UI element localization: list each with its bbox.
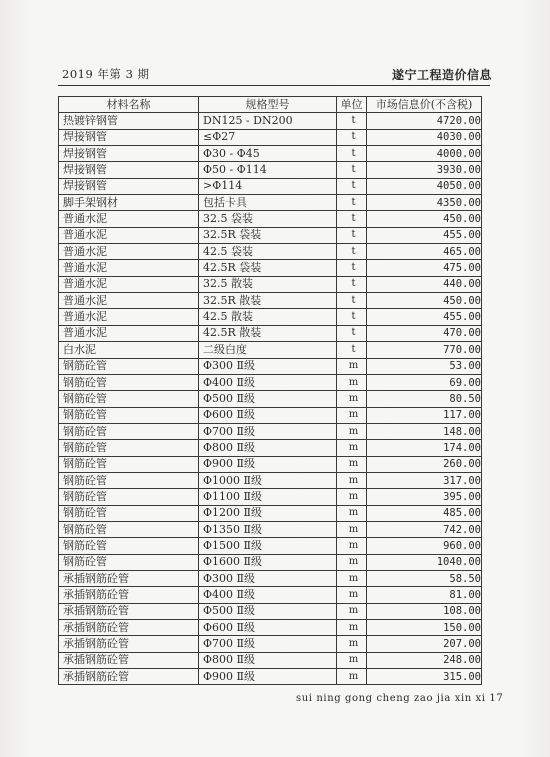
spec-cell: Φ300 Ⅱ级 (199, 570, 337, 586)
spec-cell: Φ1600 Ⅱ级 (199, 554, 337, 570)
price-cell: 455.00 (367, 227, 482, 243)
material-name-cell: 承插钢筋砼管 (59, 669, 199, 685)
price-cell: 960.00 (367, 538, 482, 554)
spec-cell: Φ30 - Φ45 (199, 146, 337, 162)
material-name-cell: 焊接钢管 (59, 178, 199, 194)
table-row (59, 521, 482, 537)
unit-cell: m (337, 374, 367, 390)
column-header-price: 市场信息价(不含税) (367, 97, 482, 113)
price-cell: 207.00 (367, 636, 482, 652)
unit-cell: m (337, 391, 367, 407)
unit-cell: m (337, 669, 367, 685)
table-row (59, 570, 482, 586)
table-row (59, 113, 482, 129)
price-cell: 742.00 (367, 521, 482, 537)
spec-cell: Φ700 Ⅱ级 (199, 423, 337, 439)
table-row (59, 391, 482, 407)
spec-cell: 32.5R 散装 (199, 293, 337, 309)
table-row (59, 489, 482, 505)
spec-cell: 42.5R 散装 (199, 325, 337, 341)
spec-cell: Φ800 Ⅱ级 (199, 440, 337, 456)
unit-cell: t (337, 146, 367, 162)
table-row (59, 342, 482, 358)
material-name-cell: 普通水泥 (59, 309, 199, 325)
unit-cell: m (337, 554, 367, 570)
material-name-cell: 钢筋砼管 (59, 521, 199, 537)
price-cell: 440.00 (367, 276, 482, 292)
unit-cell: t (337, 309, 367, 325)
material-name-cell: 钢筋砼管 (59, 374, 199, 390)
material-name-cell: 普通水泥 (59, 211, 199, 227)
price-cell: 465.00 (367, 244, 482, 260)
spec-cell: ≤Φ27 (199, 129, 337, 145)
column-header-spec: 规格型号 (199, 97, 337, 113)
unit-cell: t (337, 342, 367, 358)
spec-cell: Φ500 Ⅱ级 (199, 603, 337, 619)
unit-cell: m (337, 620, 367, 636)
price-cell: 150.00 (367, 620, 482, 636)
price-cell: 4050.00 (367, 178, 482, 194)
price-cell: 3930.00 (367, 162, 482, 178)
material-name-cell: 焊接钢管 (59, 146, 199, 162)
material-name-cell: 白水泥 (59, 342, 199, 358)
price-cell: 69.00 (367, 374, 482, 390)
unit-cell: m (337, 505, 367, 521)
material-name-cell: 钢筋砼管 (59, 456, 199, 472)
price-cell: 4000.00 (367, 146, 482, 162)
unit-cell: m (337, 570, 367, 586)
price-cell: 315.00 (367, 669, 482, 685)
spec-cell: Φ1350 Ⅱ级 (199, 521, 337, 537)
spec-cell: Φ900 Ⅱ级 (199, 456, 337, 472)
table-row (59, 669, 482, 685)
table-row (59, 211, 482, 227)
price-cell: 455.00 (367, 309, 482, 325)
price-cell: 475.00 (367, 260, 482, 276)
unit-cell: t (337, 162, 367, 178)
unit-cell: m (337, 423, 367, 439)
price-cell: 317.00 (367, 472, 482, 488)
table-row (59, 309, 482, 325)
unit-cell: t (337, 260, 367, 276)
price-table (58, 96, 482, 685)
unit-cell: m (337, 652, 367, 668)
table-row (59, 244, 482, 260)
table-row (59, 260, 482, 276)
table-row (59, 178, 482, 194)
spec-cell: 二级白度 (199, 342, 337, 358)
material-name-cell: 普通水泥 (59, 325, 199, 341)
spec-cell: DN125 - DN200 (199, 113, 337, 129)
material-name-cell: 承插钢筋砼管 (59, 603, 199, 619)
price-cell: 58.50 (367, 570, 482, 586)
unit-cell: m (337, 603, 367, 619)
spec-cell: 32.5 散装 (199, 276, 337, 292)
table-row (59, 325, 482, 341)
price-cell: 450.00 (367, 293, 482, 309)
spec-cell: Φ800 Ⅱ级 (199, 652, 337, 668)
unit-cell: m (337, 636, 367, 652)
unit-cell: t (337, 113, 367, 129)
spec-cell: Φ600 Ⅱ级 (199, 620, 337, 636)
unit-cell: m (337, 440, 367, 456)
material-name-cell: 承插钢筋砼管 (59, 620, 199, 636)
table-row (59, 407, 482, 423)
unit-cell: t (337, 244, 367, 260)
unit-cell: m (337, 587, 367, 603)
unit-cell: t (337, 227, 367, 243)
table-row (59, 636, 482, 652)
table-row (59, 587, 482, 603)
table-header-row (59, 97, 482, 113)
price-cell: 4350.00 (367, 195, 482, 211)
price-cell: 450.00 (367, 211, 482, 227)
price-cell: 248.00 (367, 652, 482, 668)
spec-cell: Φ1500 Ⅱ级 (199, 538, 337, 554)
unit-cell: t (337, 195, 367, 211)
material-name-cell: 钢筋砼管 (59, 391, 199, 407)
table-row (59, 162, 482, 178)
table-row (59, 374, 482, 390)
spec-cell: Φ1100 Ⅱ级 (199, 489, 337, 505)
material-name-cell: 钢筋砼管 (59, 358, 199, 374)
unit-cell: m (337, 456, 367, 472)
price-cell: 148.00 (367, 423, 482, 439)
unit-cell: m (337, 538, 367, 554)
table-row (59, 276, 482, 292)
price-cell: 260.00 (367, 456, 482, 472)
unit-cell: m (337, 472, 367, 488)
column-header-unit: 单位 (337, 97, 367, 113)
spec-cell: Φ500 Ⅱ级 (199, 391, 337, 407)
price-cell: 4030.00 (367, 129, 482, 145)
material-name-cell: 普通水泥 (59, 293, 199, 309)
spec-cell: 包括卡具 (199, 195, 337, 211)
table-row (59, 358, 482, 374)
header-rule (58, 85, 490, 86)
material-name-cell: 脚手架钢材 (59, 195, 199, 211)
material-name-cell: 承插钢筋砼管 (59, 587, 199, 603)
table-row (59, 652, 482, 668)
spec-cell: Φ1000 Ⅱ级 (199, 472, 337, 488)
price-cell: 81.00 (367, 587, 482, 603)
spec-cell: Φ1200 Ⅱ级 (199, 505, 337, 521)
table-row (59, 620, 482, 636)
price-cell: 108.00 (367, 603, 482, 619)
material-name-cell: 热镀锌钢管 (59, 113, 199, 129)
spec-cell: 32.5R 袋装 (199, 227, 337, 243)
spec-cell: 42.5 散装 (199, 309, 337, 325)
table-row (59, 146, 482, 162)
material-name-cell: 焊接钢管 (59, 162, 199, 178)
material-name-cell: 承插钢筋砼管 (59, 636, 199, 652)
page-footer: sui ning gong cheng zao jia xin xi 17 (296, 693, 504, 704)
material-name-cell: 普通水泥 (59, 227, 199, 243)
price-cell: 395.00 (367, 489, 482, 505)
table-row (59, 227, 482, 243)
table-row (59, 129, 482, 145)
table-row (59, 554, 482, 570)
price-cell: 1040.00 (367, 554, 482, 570)
spec-cell: Φ50 - Φ114 (199, 162, 337, 178)
price-cell: 4720.00 (367, 113, 482, 129)
spec-cell: Φ400 Ⅱ级 (199, 374, 337, 390)
table-row (59, 456, 482, 472)
material-name-cell: 钢筋砼管 (59, 554, 199, 570)
unit-cell: t (337, 325, 367, 341)
unit-cell: t (337, 211, 367, 227)
price-cell: 174.00 (367, 440, 482, 456)
price-cell: 53.00 (367, 358, 482, 374)
material-name-cell: 焊接钢管 (59, 129, 199, 145)
price-cell: 470.00 (367, 325, 482, 341)
material-name-cell: 钢筋砼管 (59, 407, 199, 423)
table-row (59, 603, 482, 619)
price-cell: 770.00 (367, 342, 482, 358)
material-name-cell: 普通水泥 (59, 244, 199, 260)
material-name-cell: 钢筋砼管 (59, 538, 199, 554)
spec-cell: 32.5 袋装 (199, 211, 337, 227)
table-row (59, 440, 482, 456)
table-row (59, 505, 482, 521)
material-name-cell: 钢筋砼管 (59, 505, 199, 521)
table-row (59, 538, 482, 554)
spec-cell: >Φ114 (199, 178, 337, 194)
unit-cell: t (337, 178, 367, 194)
material-name-cell: 钢筋砼管 (59, 423, 199, 439)
material-name-cell: 普通水泥 (59, 276, 199, 292)
issue-label: 2019 年第 3 期 (62, 67, 150, 81)
table-row (59, 423, 482, 439)
unit-cell: m (337, 489, 367, 505)
unit-cell: t (337, 276, 367, 292)
material-name-cell: 钢筋砼管 (59, 472, 199, 488)
spec-cell: 42.5 袋装 (199, 244, 337, 260)
material-name-cell: 普通水泥 (59, 260, 199, 276)
spec-cell: Φ400 Ⅱ级 (199, 587, 337, 603)
price-cell: 117.00 (367, 407, 482, 423)
material-name-cell: 钢筋砼管 (59, 489, 199, 505)
price-cell: 80.50 (367, 391, 482, 407)
unit-cell: t (337, 293, 367, 309)
unit-cell: m (337, 358, 367, 374)
unit-cell: m (337, 521, 367, 537)
spec-cell: Φ900 Ⅱ级 (199, 669, 337, 685)
unit-cell: m (337, 407, 367, 423)
spec-cell: 42.5R 袋装 (199, 260, 337, 276)
publication-title: 遂宁工程造价信息 (391, 68, 492, 82)
material-name-cell: 承插钢筋砼管 (59, 570, 199, 586)
spec-cell: Φ300 Ⅱ级 (199, 358, 337, 374)
price-cell: 485.00 (367, 505, 482, 521)
table-row (59, 472, 482, 488)
unit-cell: t (337, 129, 367, 145)
material-name-cell: 承插钢筋砼管 (59, 652, 199, 668)
column-header-material: 材料名称 (59, 97, 199, 113)
table-row (59, 293, 482, 309)
table-body (59, 113, 482, 685)
table-row (59, 195, 482, 211)
spec-cell: Φ700 Ⅱ级 (199, 636, 337, 652)
spec-cell: Φ600 Ⅱ级 (199, 407, 337, 423)
material-name-cell: 钢筋砼管 (59, 440, 199, 456)
